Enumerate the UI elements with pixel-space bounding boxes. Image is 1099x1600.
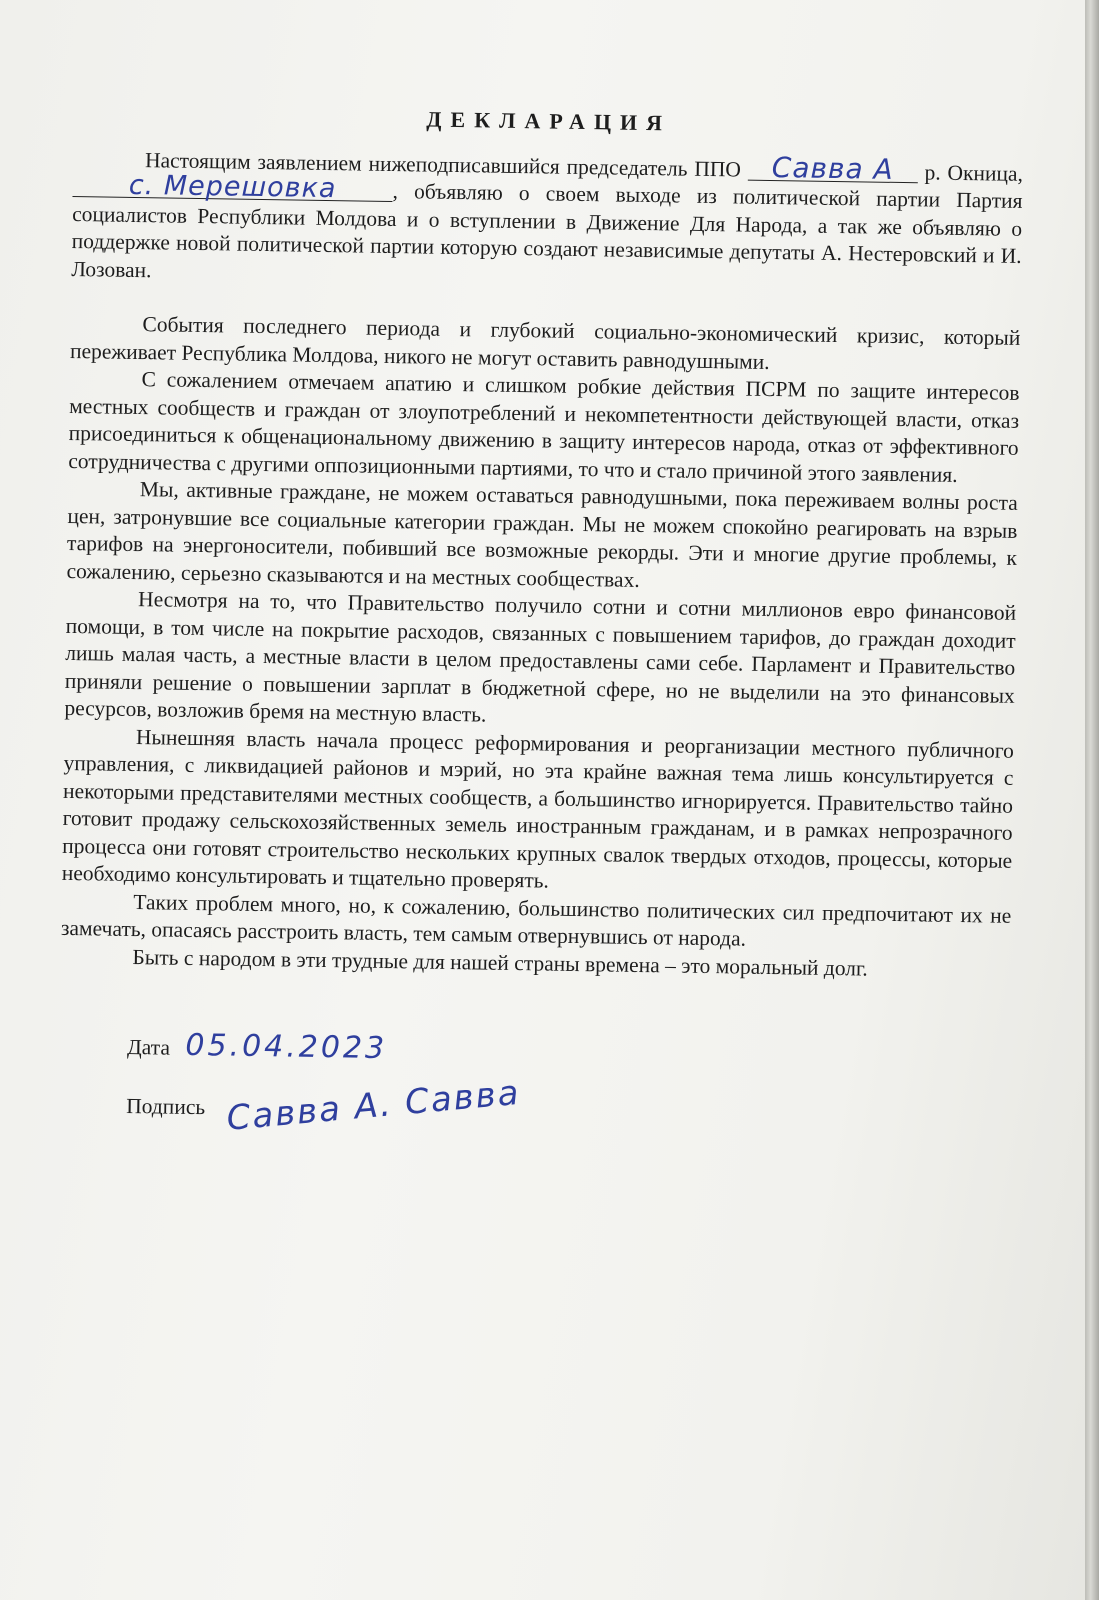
handwritten-signature: Савва А. Савва — [225, 1072, 523, 1139]
date-handwritten: 05.04.2023 — [185, 1027, 388, 1067]
document-title: ДЕКЛАРАЦИЯ — [426, 106, 672, 136]
intro-text-1: Настоящим заявлением нижеподписавшийся председатель ППО — [144, 147, 742, 181]
signature-block — [58, 1027, 1010, 1161]
signature-label: Подпись — [126, 1093, 206, 1120]
body-paragraph-6: Таких проблем много, но, к сожалению, большинство политических сил предпочитают их не замечать, опасаясь расстроить власть, тем самым отвернувшись от народа. — [60, 889, 1012, 951]
intro-text-2: р. Окница, — [924, 159, 1024, 186]
village-field — [72, 169, 392, 205]
body-paragraph-3: Мы, активные граждане, не можем оставаться равнодушными, пока переживаем волны роста цен, затронувшие все социальные категории граждан. Мы не можем спокойно реагировать на взрыв тарифов на энергоносители, побивший все возможные рекорды. Эти и многие другие проблемы, к сожалению, серьезно сказываются и на местных сообществах. — [66, 477, 1018, 592]
chairman-name-field — [748, 150, 918, 186]
chairman-name-handwritten: Савва А — [771, 150, 895, 186]
village-handwritten: с. Мерешовка — [128, 169, 337, 205]
date-label: Дата — [126, 1034, 171, 1060]
declaration-document — [58, 100, 1024, 1161]
intro-text-3: , объявляю о своем выходе из политической партии Партия социалистов Республики Молдова и о вступлении в Движение Для Народа, а так же объявляю о поддержке новой политической партии которую создают независимые депутаты А. Нестеровский и И. Лозован. — [71, 179, 1023, 282]
body-paragraph-5: Нынешняя власть начала процесс реформирования и реорганизации местного публичного управления, с ликвидацией районов и мэрий, но эта крайне важная тема лишь консультируется с некоторыми представителями местных сообществ, а большинство игнорируется. Правительство тайно готовит продажу сельскохозяйственных земель иностранным гражданам, и в рамках непрозрачного процесса они готовят строительство нескольких крупных свалок твердых отходов, процессы, которые необходимо консультировать и тщательно проверять. — [61, 724, 1015, 893]
intro-paragraph — [71, 145, 1023, 297]
body-paragraph-4: Несмотря на то, что Правительство получило сотни и сотни миллионов евро финансовой помощи, в том числе на покрытие расходов, связанных с повышением тарифов, до граждан доходит лишь малая часть, а местные власти в целом предоставлены сами себе. Парламент и Правительство приняли решение о повышении зарплат в бюджетной сфере, но не выделили на это финансовых ресурсов, возложив бремя на местную власть. — [64, 587, 1017, 727]
body-paragraph-2: С сожалением отмечаем апатию и слишком робкие действия ПСРМ по защите интересов местных сообществ и граждан от злоупотреблений и некомпетентности действующей власти, отказ присоединиться к общенациональному движению в защиту интересов народа, отказ от эффективного сотрудничества с другими оппозиционными партиями, то что и стало причиной этого заявления. — [68, 367, 1020, 487]
body-paragraph-7: Быть с народом в эти трудные для нашей страны времена – это моральный долг. — [132, 944, 868, 981]
body-paragraph-1: События последнего периода и глубокий социально-экономический кризис, который переживает Республика Молдова, никого не могут оставить равнодушными. — [69, 312, 1021, 374]
